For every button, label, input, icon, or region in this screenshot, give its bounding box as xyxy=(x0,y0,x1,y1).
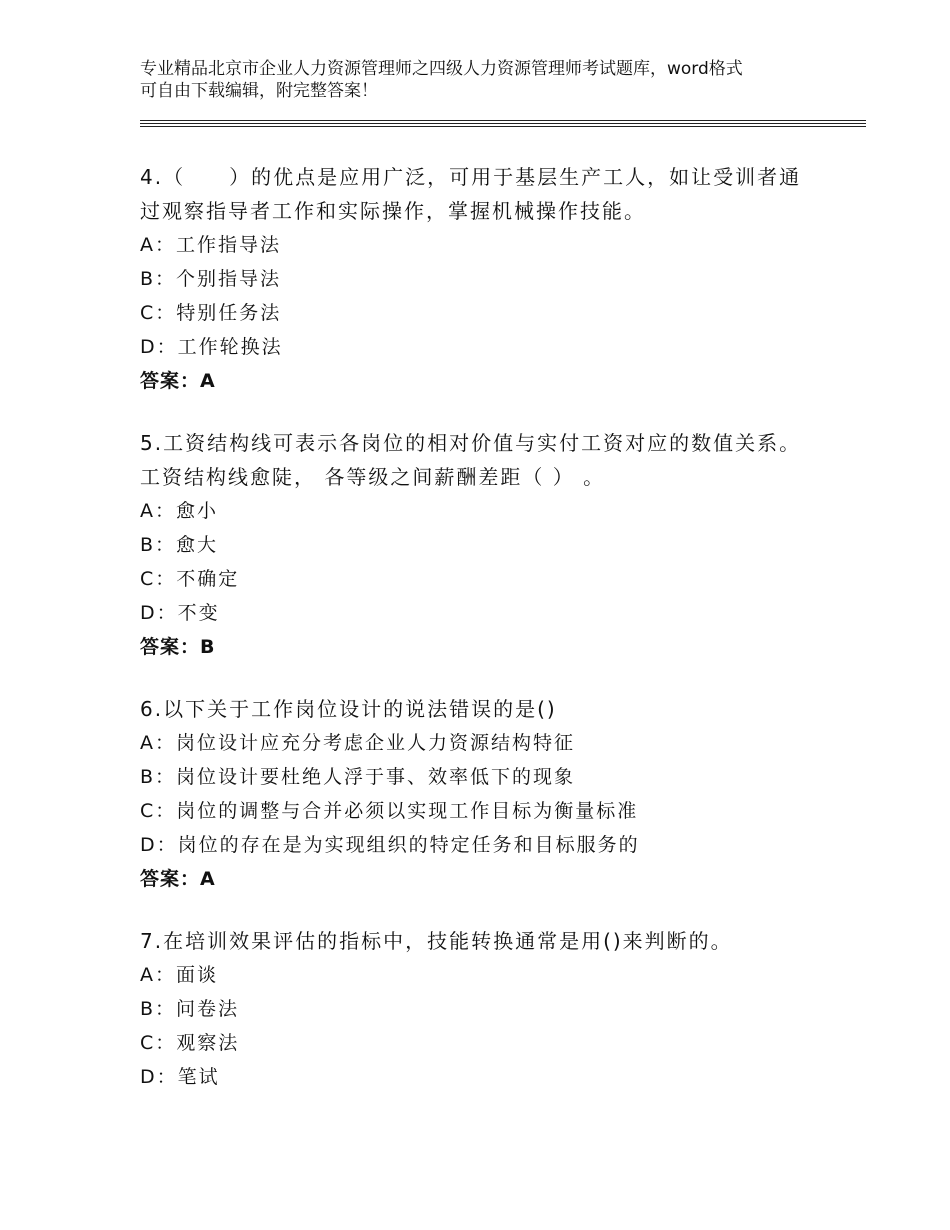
answer: 答案：A xyxy=(140,868,216,890)
option-c: C：岗位的调整与合并必须以实现工作目标为衡量标准 xyxy=(140,800,639,822)
option-b: B：问卷法 xyxy=(140,998,240,1020)
option-b: B：个别指导法 xyxy=(140,268,282,290)
option-a: A：岗位设计应充分考虑企业人力资源结构特征 xyxy=(140,732,575,754)
option-d: D：工作轮换法 xyxy=(140,336,283,358)
option-c: C：特别任务法 xyxy=(140,302,282,324)
stem-line: 6.以下关于工作岗位设计的说法错误的是() xyxy=(140,697,557,721)
question-stem xyxy=(140,426,840,494)
option-b: B：岗位设计要杜绝人浮于事、效率低下的现象 xyxy=(140,766,576,788)
option-d: D：笔试 xyxy=(140,1066,220,1088)
question-stem xyxy=(140,160,840,228)
question-7 xyxy=(140,924,840,1094)
header-line-2: 可自由下载编辑，附完整答案！ xyxy=(140,81,378,101)
option-d: D：岗位的存在是为实现组织的特定任务和目标服务的 xyxy=(140,834,640,856)
question-4 xyxy=(140,160,840,398)
option-c: C：观察法 xyxy=(140,1032,240,1054)
stem-line: 5.工资结构线可表示各岗位的相对价值与实付工资对应的数值关系。 xyxy=(140,431,802,455)
question-5 xyxy=(140,426,840,664)
question-stem xyxy=(140,692,840,726)
answer: 答案：A xyxy=(140,370,216,392)
option-d: D：不变 xyxy=(140,602,220,624)
question-6 xyxy=(140,692,840,896)
header-divider-2 xyxy=(140,123,866,124)
option-b: B：愈大 xyxy=(140,534,219,556)
stem-line: 4.（ ）的优点是应用广泛，可用于基层生产工人，如让受训者通 xyxy=(140,165,802,189)
answer: 答案：B xyxy=(140,636,216,658)
option-a: A：工作指导法 xyxy=(140,234,281,256)
stem-line: 过观察指导者工作和实际操作，掌握机械操作技能。 xyxy=(140,199,646,223)
option-c: C：不确定 xyxy=(140,568,240,590)
stem-line: 7.在培训效果评估的指标中，技能转换通常是用()来判断的。 xyxy=(140,929,733,953)
option-a: A：面谈 xyxy=(140,964,218,986)
stem-line: 工资结构线愈陡， 各等级之间薪酬差距（ ） 。 xyxy=(140,465,606,489)
header-divider-1 xyxy=(140,120,866,121)
question-list xyxy=(140,160,840,1122)
header-line-1: 专业精品北京市企业人力资源管理师之四级人力资源管理师考试题库，word格式 xyxy=(140,59,743,79)
option-a: A：愈小 xyxy=(140,500,218,522)
header-divider-3 xyxy=(140,126,866,127)
question-stem xyxy=(140,924,840,958)
document-header xyxy=(140,58,820,102)
